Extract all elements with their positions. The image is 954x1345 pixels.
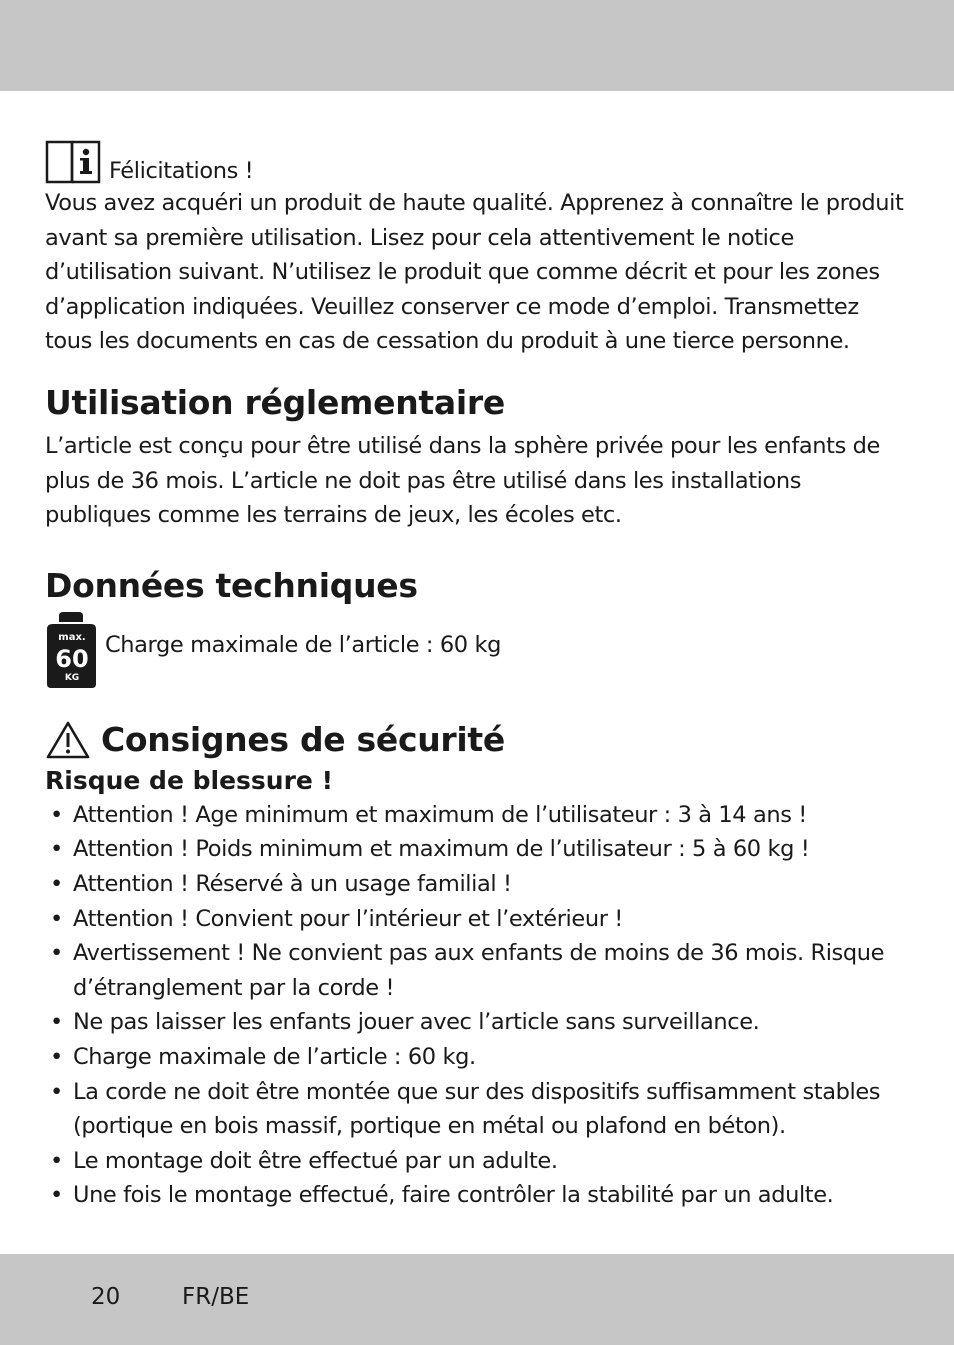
usage-heading: Utilisation réglementaire [45, 382, 505, 422]
header-band [0, 0, 954, 91]
weight-icon-top: max. [58, 631, 86, 643]
list-item: • La corde ne doit être montée que sur des dispositifs suffisamment stables (portique en bois massif, portique en métal ou plafond en béton). [45, 1075, 905, 1144]
weight-icon-value: 60 [55, 644, 89, 673]
safety-list [45, 798, 905, 1213]
intro-row [45, 134, 905, 186]
weight-icon-unit: KG [64, 672, 80, 683]
footer-band [0, 1254, 954, 1345]
list-item: • Attention ! Réservé à un usage familial ! [45, 867, 905, 902]
list-item: • Attention ! Poids minimum et maximum de l’utilisateur : 5 à 60 kg ! [45, 832, 905, 867]
spec-text: Charge maximale de l’article : 60 kg [105, 631, 501, 658]
spec-row [45, 610, 905, 690]
list-item: • Attention ! Convient pour l’intérieur et l’extérieur ! [45, 902, 905, 937]
list-item: • Charge maximale de l’article : 60 kg. [45, 1040, 905, 1075]
info-book-icon [45, 138, 101, 186]
intro-text: Vous avez acquéri un produit de haute qualité. Apprenez à connaître le produit avant sa première utilisation. Lisez pour cela attentivement le notice d’utilisation suivant. N’utilisez le produit que comme décrit et pour les zones d’application indiquées. Veuillez conserver ce mode d’emploi. Transmettez tous les documents en cas de cessation du produit à une tierce personne. [45, 190, 904, 355]
safety-subheading: Risque de blessure ! [45, 765, 333, 795]
technical-heading: Données techniques [45, 565, 418, 605]
usage-text: L’article est conçu pour être utilisé dans la sphère privée pour les enfants de plus de 36 mois. L’article ne doit pas être utilisé dans les installations publiques comme les terrains de jeux, les écoles etc. [45, 432, 880, 529]
warning-triangle-icon [45, 720, 91, 760]
page-content [45, 134, 905, 1213]
list-item: • Avertissement ! Ne convient pas aux enfants de moins de 36 mois. Risque d’étranglement par la corde ! [45, 936, 905, 1005]
page-number: 20 [91, 1284, 121, 1310]
list-item: • Attention ! Age minimum et maximum de l’utilisateur : 3 à 14 ans ! [45, 798, 905, 833]
list-item: • Le montage doit être effectué par un adulte. [45, 1144, 905, 1179]
intro-label: Félicitations ! [109, 158, 254, 184]
language-code: FR/BE [182, 1284, 250, 1310]
max-weight-icon [45, 610, 99, 690]
safety-heading: Consignes de sécurité [101, 719, 505, 759]
list-item: • Une fois le montage effectué, faire contrôler la stabilité par un adulte. [45, 1178, 905, 1213]
list-item: • Ne pas laisser les enfants jouer avec l’article sans surveillance. [45, 1005, 905, 1040]
safety-heading-row [45, 720, 905, 760]
